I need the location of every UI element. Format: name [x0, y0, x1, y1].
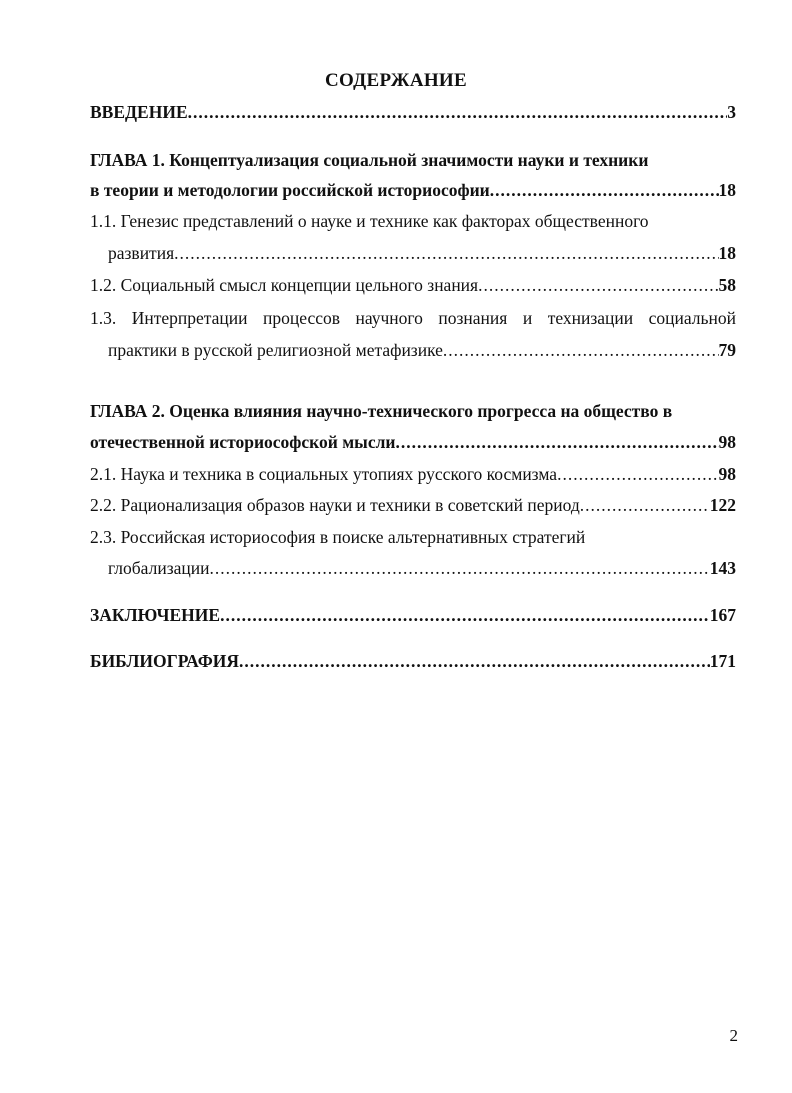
- toc-entry-text: развития: [108, 243, 175, 263]
- toc-chapter-1-title-cont: [90, 177, 736, 203]
- toc-section-1-2: [90, 272, 736, 298]
- toc-entry-text: БИБЛИОГРАФИЯ: [90, 651, 239, 671]
- toc-section-1-3-cont: [108, 337, 736, 363]
- toc-entry-text: ГЛАВА 1. Концептуализация социальной значимости науки и техники: [90, 150, 649, 170]
- toc-entry-text: практики в русской религиозной метафизике: [108, 340, 443, 360]
- toc-entry-text: отечественной историософской мысли: [90, 432, 396, 452]
- toc-leader-dots: [396, 429, 719, 455]
- toc-section-2-1: [90, 461, 736, 487]
- toc-chapter-2-title: [90, 398, 736, 424]
- toc-entry-text: ВВЕДЕНИЕ: [90, 102, 188, 122]
- toc-chapter-2-title-cont: [90, 429, 736, 455]
- toc-leader-dots: [580, 492, 710, 518]
- toc-leader-dots: [443, 337, 719, 363]
- toc-entry-page: 58: [718, 275, 736, 295]
- toc-leader-dots: [188, 99, 728, 125]
- toc-entry-introduction: [90, 99, 736, 125]
- toc-entry-text: ГЛАВА 2. Оценка влияния научно-технического прогресса на общество в: [90, 401, 673, 421]
- toc-entry-page: 98: [718, 432, 736, 452]
- toc-entry-page: 167: [709, 605, 736, 625]
- toc-leader-dots: [239, 648, 710, 674]
- toc-entry-page: 79: [718, 340, 736, 360]
- page-title: СОДЕРЖАНИЕ: [325, 70, 467, 91]
- toc-entry-text: ЗАКЛЮЧЕНИЕ: [90, 605, 221, 625]
- toc-leader-dots: [490, 177, 719, 203]
- toc-section-1-1-cont: [108, 240, 736, 266]
- toc-entry-page: 171: [709, 651, 736, 671]
- toc-section-2-2: [90, 492, 736, 518]
- toc-entry-text: 2.2. Рационализация образов науки и техники в советский период: [90, 495, 580, 515]
- toc-section-1-3: [90, 305, 736, 331]
- toc-entry-page: 18: [718, 180, 736, 200]
- toc-entry-text: 1.1. Генезис представлений о науке и технике как факторах общественного: [90, 211, 649, 231]
- toc-conclusion: [90, 602, 736, 628]
- toc-entry-text: в теории и методологии российской историософии: [90, 180, 490, 200]
- toc-entry-page: 122: [709, 495, 736, 515]
- toc-entry-page: 18: [718, 243, 736, 263]
- toc-leader-dots: [209, 555, 709, 581]
- toc-leader-dots: [478, 272, 718, 298]
- toc-entry-page: 3: [727, 102, 736, 122]
- toc-entry-text: глобализации: [108, 558, 210, 578]
- toc-section-2-3-cont: [108, 555, 736, 581]
- toc-leader-dots: [220, 602, 710, 628]
- toc-entry-text: 1.2. Социальный смысл концепции цельного знания: [90, 275, 479, 295]
- toc-entry-page: 143: [709, 558, 736, 578]
- toc-bibliography: [90, 648, 736, 674]
- toc-leader-dots: [557, 461, 718, 487]
- toc-entry-text: 2.1. Наука и техника в социальных утопиях русского космизма: [90, 464, 558, 484]
- toc-entry-text: 1.3. Интерпретации процессов научного познания и технизации социальной: [90, 308, 736, 328]
- toc-entry-text: 2.3. Российская историософия в поиске альтернативных стратегий: [90, 527, 586, 547]
- toc-chapter-1-title: [90, 147, 736, 173]
- toc-section-2-3: [90, 524, 736, 550]
- toc-leader-dots: [174, 240, 718, 266]
- toc-section-1-1: [90, 208, 736, 234]
- toc-entry-page: 98: [718, 464, 736, 484]
- page-number: 2: [729, 1026, 738, 1045]
